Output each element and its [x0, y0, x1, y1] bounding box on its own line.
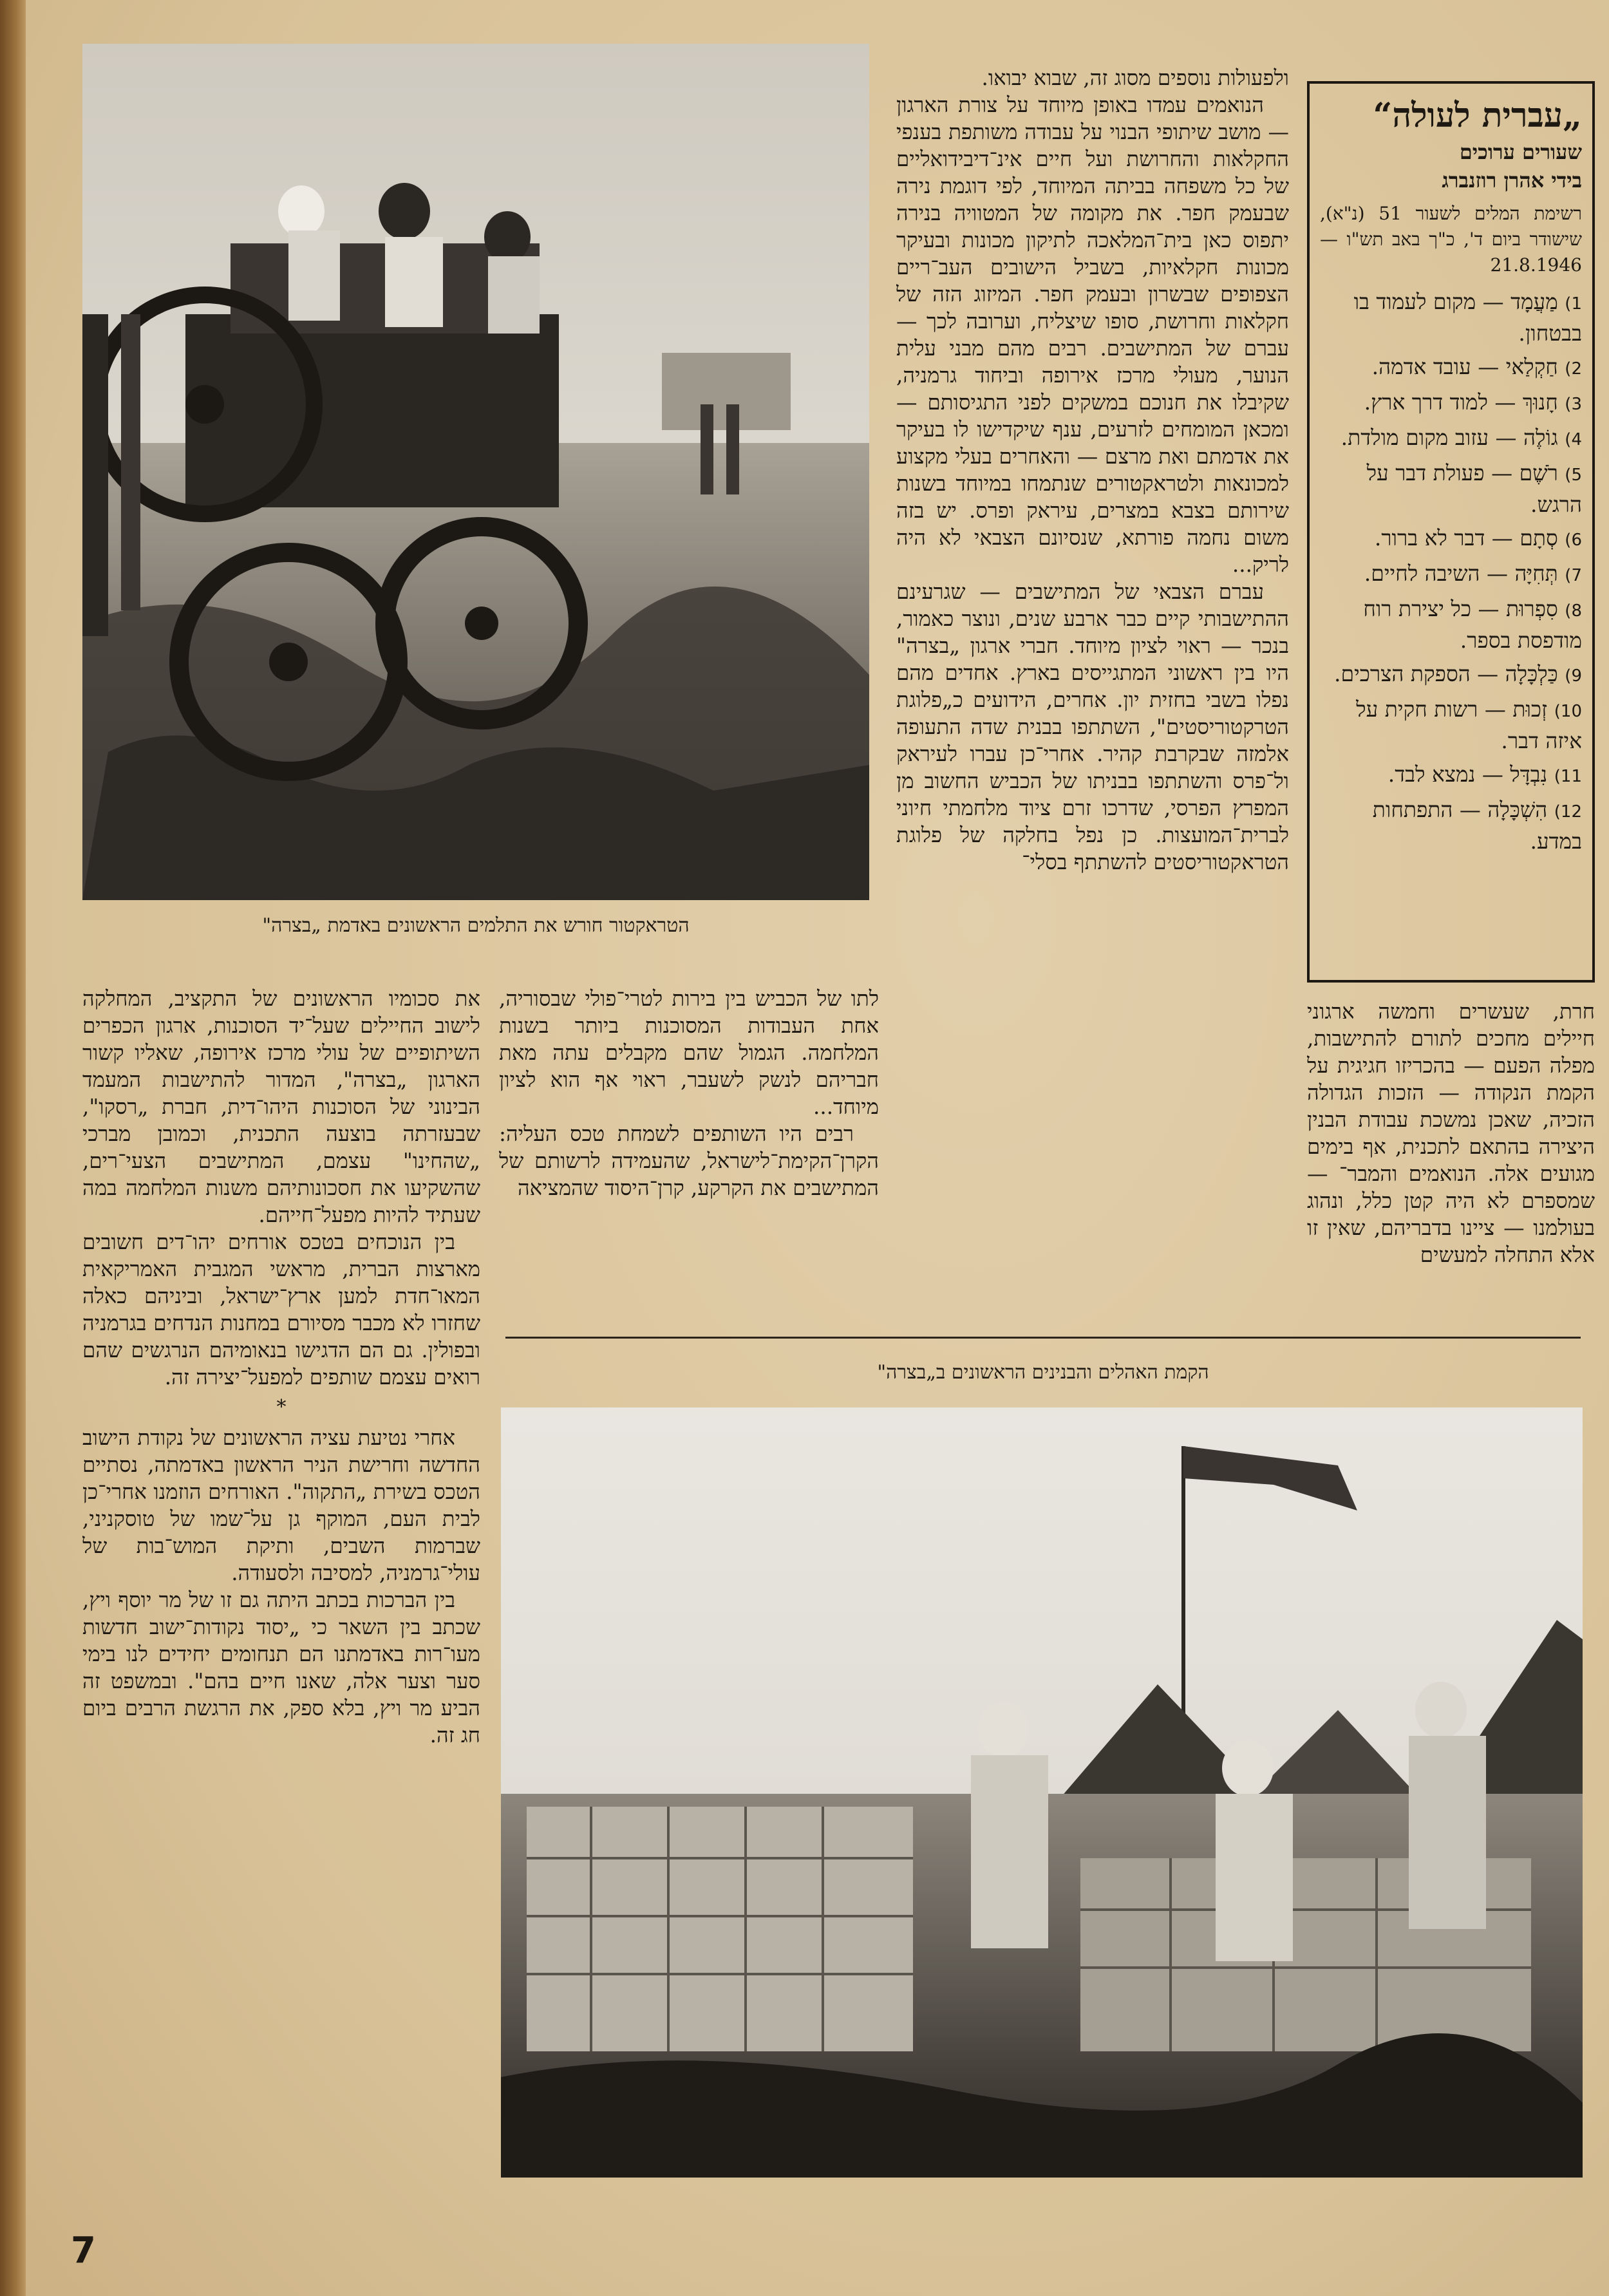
article-column-middle-top: [896, 64, 1289, 1326]
paragraph: חרת, שעשרים וחמשה ארגוני חיילים מחכים לתורם להתישבות, מפלה הפעם — בהכריזו חגיגית על הקמת הנקודה — הזכות הגדולה הזכיה, שאכן נמשכת עבודת הבנין היצירה בהתאם לתכנית, אף בימים מגועים אלה. הנואמים והמבר־ — שמספרם לא היה קטן כלל, ונהוג בעולמנו — ציינו בדבריהם, שאין זו אלא התחלה למעשים: [1307, 999, 1595, 1267]
tractor-photo-caption: הטראקטור חורש את התלמים הראשונים באדמת „בצרה": [262, 914, 690, 937]
hebrew-lesson-box: [1307, 81, 1595, 983]
vocabulary-item: 4) גוֹלֶה — עזוב מקום מולדת.: [1341, 425, 1582, 450]
paragraph: לתו של הכביש בין בירות לטרי־פולי שבסוריה, אחת העבודות המסוכנות ביותר בשנות המלחמה. הגמול שהם מקבלים עתה מאת חבריהם לנשק לשעבר, ראוי אף הוא לציון מיוחד...: [499, 986, 879, 1119]
vocabulary-item: 5) רֹשֶׁם — פעולת דבר על הרגש.: [1366, 460, 1582, 517]
vocabulary-item: 8) סִפְרוּת — כל יצירת רוח מודפסת בספר.: [1363, 596, 1582, 653]
vocabulary-item: 2) חַקְלַאי — עובד אדמה.: [1371, 354, 1582, 379]
article-column-middle-mid: [499, 985, 879, 1326]
vocabulary-list: [1320, 287, 1582, 856]
vocabulary-item: 3) חָנוּךְ — למוד דרך ארץ.: [1364, 390, 1582, 415]
paragraph: הנואמים עמדו באופן מיוחד על צורת הארגון — מושב שיתופי הבנוי על עבודה משותפת בענפי החקלאות והחרושת ועל חיים אינ־דיבידואליים של כל משפחה בביתה המיוחד, לפי דוגמת נירה שבעמק חפר. את מקומה של המטוויה בנירה יתפוס כאן בית־המלאכה לתיקון מכונות ובעיקר מכונות חקלאיות, בשביל הישובים העב־ריים הצפופים שבשרון ובעמק חפר. המיזוג הזה של חקלאות וחרושת, סופו שיצליח, וערובה לכך — עברם של המתישבים. רבים מהם מבני עלית הנוער, מעולי מרכז אירופה וביחוד גרמניה, שקיבלו את חנוכם במשקים לפני התגיסותם — ומכאן המומחים לזרעים, ענף שיקדישו לו בעיקר את אדמתם ואת מרצם — והאחרים בעלי מקצוע למכונאות ולטראקטורים שנתמחו במיוחד בשנות שירותם בצבא במצרים, עיראק ופרס. יש בזה משום נחמה פורתא, שנסיונם הצבאי לא היה לריק...: [896, 93, 1289, 577]
article-column-right-bottom: [1307, 998, 1595, 1320]
vocabulary-item: 9) כַּלְכָּלָה — הספקת הצרכים.: [1334, 661, 1582, 686]
paragraph: עברם הצבאי של המתישבים — שגרעינם ההתישבותי קיים כבר ארבע שנים, ונוצר כאמור, בנכר — ראוי לציון מיוחד. חברי ארגון „בצרה" היו בין ראשוני המתגייסים בארץ. אחדים מהם נפלו בשבי בחזית יון. אחרים, הידועים כ„פלוגת הטרקטוריסטים", השתתפו בבנית שדה התעופה אלמזה שבקרבת קהיר. אחרי־כן עברו לעיראק ול־פרס והשתתפו בבניתו של הכביש החשוב מן המפרץ הפרסי, שדרכו זרם ציוד מלחמתי חיוני לברית־המועצות. כן נפל בחלקה של פלוגת הטראקטוריסטים להשתתף בסלי־: [896, 579, 1289, 874]
vocabulary-item: 7) תְּחִיָּה — השיבה לחיים.: [1364, 561, 1582, 586]
paragraph: את סכומיו הראשונים של התקציב, המחלקה לישוב החיילים שעל־יד הסוכנות, ארגון הכפרים השיתופיים של עולי מרכז אירופה, שאליו קשור הארגון „בצרה", המדור להתישבות המעמד הבינוני של הסוכנות היהו־דית, חברת „רסקו", שבעזרתה בוצעה התכנית, וכמובן מברכי „שהחינו" עצמם, המתישבים הצעי־רים, שהשקיעו את חסכונותיהם משנות המלחמה במה שעתיד להיות מפעל־חייהם.: [82, 986, 480, 1227]
paragraph: בין הברכות בכתב היתה גם זו של מר יוסף ויץ, שכתב בין השאר כי „יסוד נקודות־ישוב חדשות מעו־רות באדמתנו הם תנחומים יחידים לנו בימי סער וצער אלה, שאנו חיים בהם". ובמשפט זה הביע מר ויץ, בלא ספק, את הרגשת הרבים ביום חג זה.: [82, 1588, 480, 1747]
lesson-subtitle: שעורים ערוכים בידי אהרן רוזנברג: [1442, 140, 1582, 193]
divider-rule: [505, 1337, 1581, 1339]
vocabulary-item: 1) מַעֲמָד — מקום לעמוד בו בבטחון.: [1353, 289, 1582, 346]
article-column-left: [82, 985, 480, 2189]
vocabulary-item: 6) סְתָם — דבר לא ברור.: [1374, 525, 1582, 550]
tractor-photo: [82, 44, 869, 900]
page-number: 7: [71, 2230, 96, 2272]
vocabulary-item: 12) הִשְׁכָּלָה — התפתחות במדע.: [1372, 797, 1582, 854]
vocabulary-item: 10) זְכוּת — רשות חקית על איזה דבר.: [1356, 697, 1582, 753]
lesson-title: „עברית לעולה“: [1373, 96, 1582, 135]
tents-photo-caption: הקמת האהלים והבנינים הראשונים ב„בצרה": [877, 1361, 1209, 1384]
lesson-intro: רשימת המלים לשעור 51 (נ"א), שישודר ביום ד', כ"ך באב תש"ו — 21.8.1946: [1320, 203, 1582, 276]
vocabulary-item: 11) נִבְדָּל — נמצא לבד.: [1388, 762, 1582, 787]
paragraph: רבים היו השותפים לשמחת טכס העליה: הקרן־הקימת־לישראל, שהעמידה לרשותם של המתישבים את הקרקע, קרן־היסוד שהמציאה: [499, 1122, 879, 1200]
tents-photo: [501, 1407, 1583, 2178]
paragraph: ולפעולות נוספים מסוג זה, שבוא יבואו.: [981, 66, 1289, 90]
paragraph: בין הנוכחים בטכס אורחים יהו־דים חשובים מארצות הברית, מראשי המגבית האמריקאית המאו־חדת למען ארץ־ישראל, וביניהם כאלה שחזרו לא מכבר מסיורם במחנות הנדחים בגרמניה ובפולין. גם הם הדגישו בנאומיהם הנרגשים שהם רואים עצמם שותפים למפעל־יצירה זה.: [82, 1230, 480, 1389]
section-separator: *: [276, 1396, 287, 1418]
paragraph: אחרי נטיעת עציה הראשונים של נקודת הישוב החדשה וחרישת הניר הראשון באדמתה, נסתיים הטכס בשירת „התקוה". האורחים הוזמנו אחרי־כן לבית העם, המוקף גן על־שמו של טוסקניני, שברמות השבים, ותיקת המוש־בות של עולי־גרמניה, למסיבה ולסעודה.: [82, 1426, 480, 1585]
magazine-page: [26, 0, 1609, 2296]
